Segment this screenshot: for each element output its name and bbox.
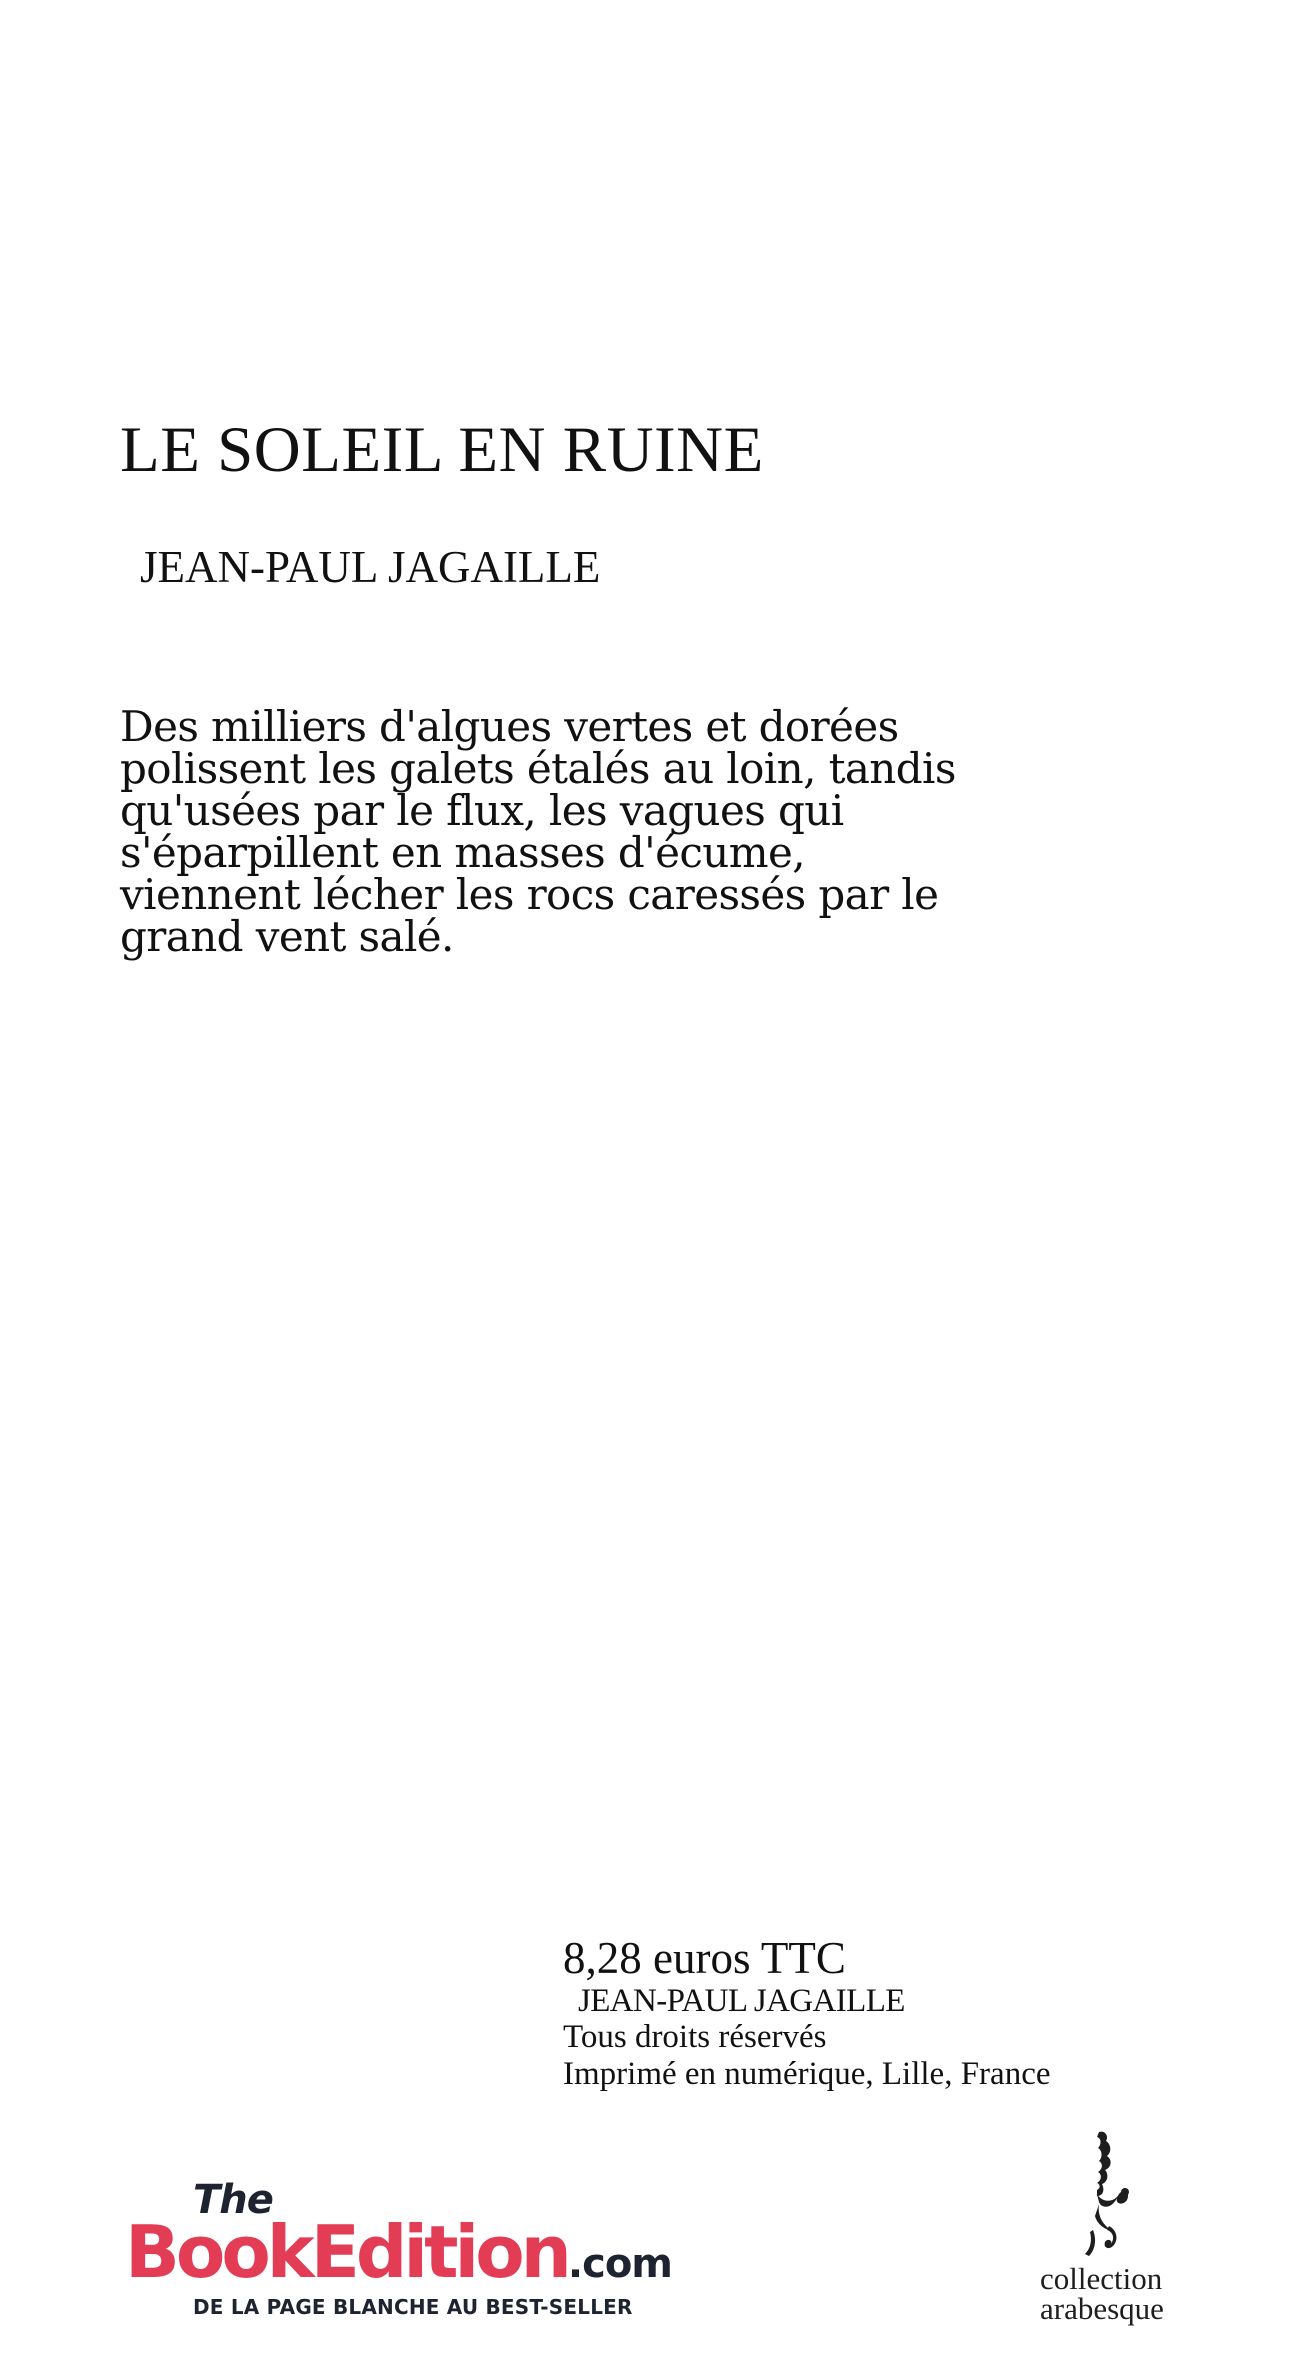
logo-main-text: BookEdition [125,2210,568,2294]
blurb-line: qu'usées par le flux, les vagues qui [120,786,844,835]
logo-tagline: DE LA PAGE BLANCHE AU BEST-SELLER [193,2295,633,2319]
arabesque-ornament-icon [1075,2130,1135,2260]
logo-wordmark [125,2212,672,2304]
logo-the: The [193,2177,273,2223]
book-title: LE SOLEIL EN RUINE [120,414,764,486]
price: 8,28 euros TTC [563,1933,846,1983]
book-author: JEAN-PAUL JAGAILLE [140,542,601,592]
publisher-logo [125,2177,725,2320]
collection-line-2: arabesque [1040,2291,1164,2326]
collection-line-1: collection [1040,2261,1163,2296]
collection-name [1040,2261,1164,2326]
print-location: Imprimé en numérique, Lille, France [563,2056,1051,2092]
imprint-block [563,1933,1051,2093]
blurb-line: polissent les galets étalés au loin, tandis [120,744,956,793]
logo-suffix: .com [567,2241,672,2287]
back-cover-blurb [120,702,1000,961]
blurb-line: s'éparpillent en masses d'écume, [120,828,805,877]
blurb-line: Des milliers d'algues vertes et dorées [120,702,899,751]
blurb-line: viennent lécher les rocs caressés par le [120,870,939,919]
blurb-line: grand vent salé. [120,912,454,961]
imprint-author: JEAN-PAUL JAGAILLE [578,1983,905,2019]
rights-notice: Tous droits réservés [563,2019,827,2055]
